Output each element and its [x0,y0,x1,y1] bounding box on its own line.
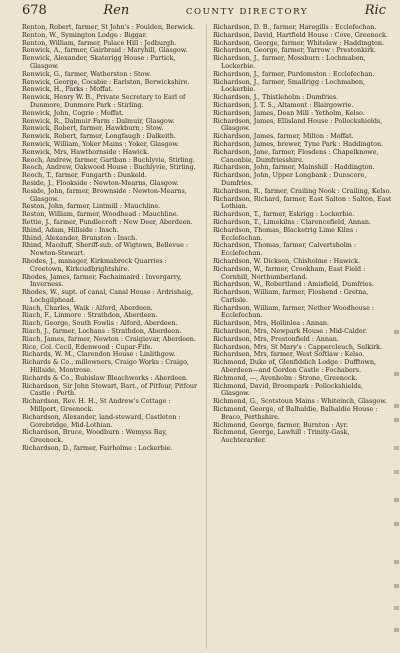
directory-entry: Richardson, J., farmer, Smallrigg : Lochmaben, Lockerbie. [213,77,365,94]
directory-entry: Renwick, William, Yoker Mains : Yoker, Glasgow. [22,139,180,148]
directory-entry: Richardson, William, farmer, Floshend : Gretna, Carlisle. [213,288,369,304]
directory-entry: Richardson, George, farmer, Yarrow : Prestonkirk. [213,46,377,55]
directory-entry: Reside, John, farmer, Brownside : Newton-Mearns, Glasgow. [22,186,187,203]
directory-entry: Renwick, George, Cocsbie : Earlston, Berwickshire. [22,77,190,86]
directory-entry: Richardson, Mrs, Prestonfield : Annan. [213,334,339,343]
directory-entry: Richmond, George, of Balhaldie, Balhaldie House : Braco, Perthshire. [213,405,378,421]
directory-entry: Richardson, James, Ellisland House : Pollockshields, Glasgow. [213,116,383,133]
directory-entry: Reoch, T., farmer, Fungarth : Dunkeld. [22,171,147,180]
directory-entry: Richardson, T., farmer, Eskrigg : Lockerbie. [213,210,355,219]
directory-entry: Richardson, W. Dickson, Chisholme : Hawick. [213,256,361,265]
directory-entry: Richardson, J., farmer, Purdomston : Ecclefechan. [213,69,375,78]
directory-entry: Riach, Charles, Waik : Alford, Aberdeen. [22,303,153,312]
directory-entry: Richardson, James, farmer, Milton : Moffat. [213,132,354,141]
directory-entry: Richardson, Thomas, farmer, Calvertsholm : Ecclefechan. [213,241,357,258]
directory-entry: Richmond, George, farmer, Burnton : Ayr. [213,420,349,429]
directory-entry: Richardson, J. T. S., Altamont : Blairgowrie. [213,100,354,109]
directory-entry: Richardson, D., farmer, Fairholme : Lockerbie. [22,444,173,453]
directory-entry: Reston, John, farmer, Lintmill : Mauchline. [22,202,161,211]
directory-columns [22,24,392,649]
edge-mark [394,372,399,376]
directory-entry: Riach, J., farmer, Lochans : Strathdon, Aberdeen. [22,327,182,336]
directory-entry: Rhind, Macduff, Sheriff-sub. of Wigtown, Bellevue : Newton-Stewart. [22,241,189,258]
directory-entry: Renton, William, farmer, Palace Hill : Jedburgh. [22,38,177,47]
directory-entry: Richards & Co., millowners, Craigo Works : Craigo, Hillside, Montrose. [22,358,190,375]
edge-mark [394,584,399,588]
right-headword: Ric [364,3,386,18]
left-headword: Ren [103,3,130,18]
directory-entry: Renton, Robert, farmer, St John's : Foulden, Berwick. [22,23,195,31]
directory-entry: Riach, George, South Fowlis : Alford, Aberdeen. [22,319,178,328]
directory-entry: Richardson, John, Upper Longbank : Dunscore, Dumfries. [213,171,367,187]
edge-mark [394,404,399,408]
directory-entry: Renwick, John, Cogrie : Moffat. [22,108,124,117]
directory-entry: Reoch, Andrew, farmer, Gartban : Buchlyvie, Stirling. [22,155,195,164]
directory-entry: Rhodes, J., manager, Kirkmabreck Quarries : Creetown, Kirkcudbrightshire. [22,256,167,273]
directory-entry: Rhind, Adam, Hillside : Insch. [22,225,119,234]
page-edge-thumb-marks [392,0,400,653]
directory-entry: Richardson, Alexander, land-steward, Castleton : Gorebridge, Mid-Lothian. [22,412,181,429]
edge-mark [394,560,399,564]
directory-entry: Richmond, George, Lawhill : Trinity-Gask, Auchterarder. [213,428,350,445]
directory-entry: Richards & Co., Rubislaw Bleachworks : Aberdeen. [22,373,189,382]
page-number: 678 [22,3,47,18]
directory-entry: Renton, W., Symington Lodge : Biggar. [22,30,148,39]
edge-mark [394,330,399,334]
directory-entry: Renwick, H., Parks : Moffat. [22,85,113,94]
directory-entry: Richardson, Rev. H. H., St Andrew's Cottage : Millport, Greenock. [22,397,171,414]
directory-entry: Richmond, Duke of, Glenfiddich Lodge : Dufftown, Aberdeen—and Gordon Castle : Fochabers. [213,358,377,375]
directory-entry: Richardson, J., Thistleholm : Dumfries. [213,93,339,102]
directory-entry: Renwick, Alexander, Skaterigg House : Partick, Glasgow. [22,54,176,70]
directory-entry: Renwick, Robert, farmer, Hawkburn : Stow. [22,124,164,133]
directory-entry: Riach, James, farmer, Newton : Craigievar, Aberdeen. [22,334,196,343]
directory-entry: Richardson, Richard, farmer, East Salton : Salton, East Lothian. [213,194,392,211]
directory-entry: Rice, Col. Cecil, Edenwood : Cupar-Fife. [22,342,153,351]
directory-entry: Rettie, J., farmer, Pundlecroft : New Deer, Aberdeen. [22,217,193,226]
left-column [22,24,207,649]
directory-entry: Richardson, Mrs, farmer, West Softlaw : Kelso. [213,350,365,359]
directory-entry: Richardson, William, farmer, Nether Woodhouse : Ecclefechan. [213,303,375,320]
directory-entry: Rhodes, James, farmer, Fachaimaird : Invergarry, Inverness. [22,272,182,289]
directory-entry: Richardson, Mrs, Newpark House : Mid-Calder. [213,327,368,336]
directory-entry: Richardson, James, Dean Mill : Yetholm, Kelso. [213,108,365,117]
directory-entry: Reston, William, farmer, Woodhead : Mauchline. [22,210,179,219]
edge-mark [394,522,399,526]
edge-mark [394,418,399,422]
directory-entry: Reoch, Andrew, Oakwood House : Buchlyvie, Stirling. [22,163,196,172]
directory-entry: Richardson, W., Robertland : Amisfield, Dumfries. [213,280,374,289]
directory-entry: Renwick, G., farmer, Watherston : Stow. [22,69,152,78]
directory-entry: Renwick, A., farmer, Gairbraid : Maryhill, Glasgow. [22,46,188,55]
directory-entry: Richardson, R., farmer, Crailing Nook : Crailing, Kelso. [213,186,392,195]
directory-entry: Richardson, Jane, farmer, Flosdens : Chapelknowe, Canonbie, Dumfriesshire. [213,147,379,164]
directory-entry: Renwick, Robert, farmer, Longfaugh : Dalkeith. [22,132,176,141]
directory-entry: Richardson, Mrs, St Mary's : Cappercleuch, Selkirk. [213,342,383,351]
directory-entry: Renwick, R., Dalmuir Farm : Dalmuir, Glasgow. [22,116,175,125]
directory-entry: Riach, F., Linmore : Strathdon, Aberdeen. [22,311,158,320]
directory-entry: Richardson, Bruce, Woodburn : Wemyss Bay, Greenock. [22,428,168,445]
directory-entry: Richardson, John, farmer, Mainshill : Haddington. [213,163,375,172]
edge-mark [394,628,399,632]
directory-entry: Richardson, Thomas, Blacketrig Lime Kilns : Ecclefechan. [213,225,358,242]
directory-entry: Richmond, —, Avenholm : Strone, Greenock. [213,373,358,382]
directory-entry: Richmond, David, Broompark : Pollockshields, Glasgow. [213,381,363,398]
directory-entry: Renwick, Mrs, Hawthornside : Hawick. [22,147,150,156]
directory-entry: Richardson, George, farmer, Whitelaw : Haddington. [213,38,385,47]
directory-entry: Richardson, W., farmer, Crookham, East Field : Cornhill, Northumberland. [213,264,366,281]
edge-mark [394,470,399,474]
directory-entry: Richardson, D. B., farmer, Haregills : Ecclefechan. [213,23,377,31]
directory-entry: Rhind, Alexander, Brunston : Insch. [22,233,138,242]
directory-entry: Richardson, Sir John Stewart, Bart., of Pitfour, Pitfour Castle : Perth. [22,381,198,398]
directory-entry: Reside, J., Flookside : Newton-Mearns, Glasgow. [22,178,179,187]
directory-entry: Renwick, Henry W. B., Private Secretary to Earl of Dunmore, Dunmore Park : Stirling. [22,93,186,109]
directory-entry: Richmond, G., Scotstoun Mains : Whiteinch, Glasgow. [213,397,387,406]
edge-mark [394,446,399,450]
edge-mark [394,606,399,610]
directory-entry: Richards, W. M., Clarendon House : Linlithgow. [22,350,176,359]
edge-mark [394,498,399,502]
directory-entry: Rhodes, W., supt. of canal, Canal House : Ardrishaig, Lochgilphead. [22,288,194,304]
running-title: COUNTY DIRECTORY [185,7,309,17]
page-header [22,3,386,21]
directory-entry: Richardson, T., Limekilns : Clarencefield, Annan. [213,217,372,226]
directory-entry: Richardson, Mrs, Hollinlea : Annan. [213,319,330,328]
directory-entry: Richardson, James, brewer, Tyne Park : Haddington. [213,139,384,148]
directory-entry: Richardson, David, Hartfield House : Cove, Greenock. [213,30,388,39]
directory-entry: Richardson, J., farmer, Mossburn : Lochmaben, Lockerbie. [213,54,366,70]
right-column [207,24,392,649]
